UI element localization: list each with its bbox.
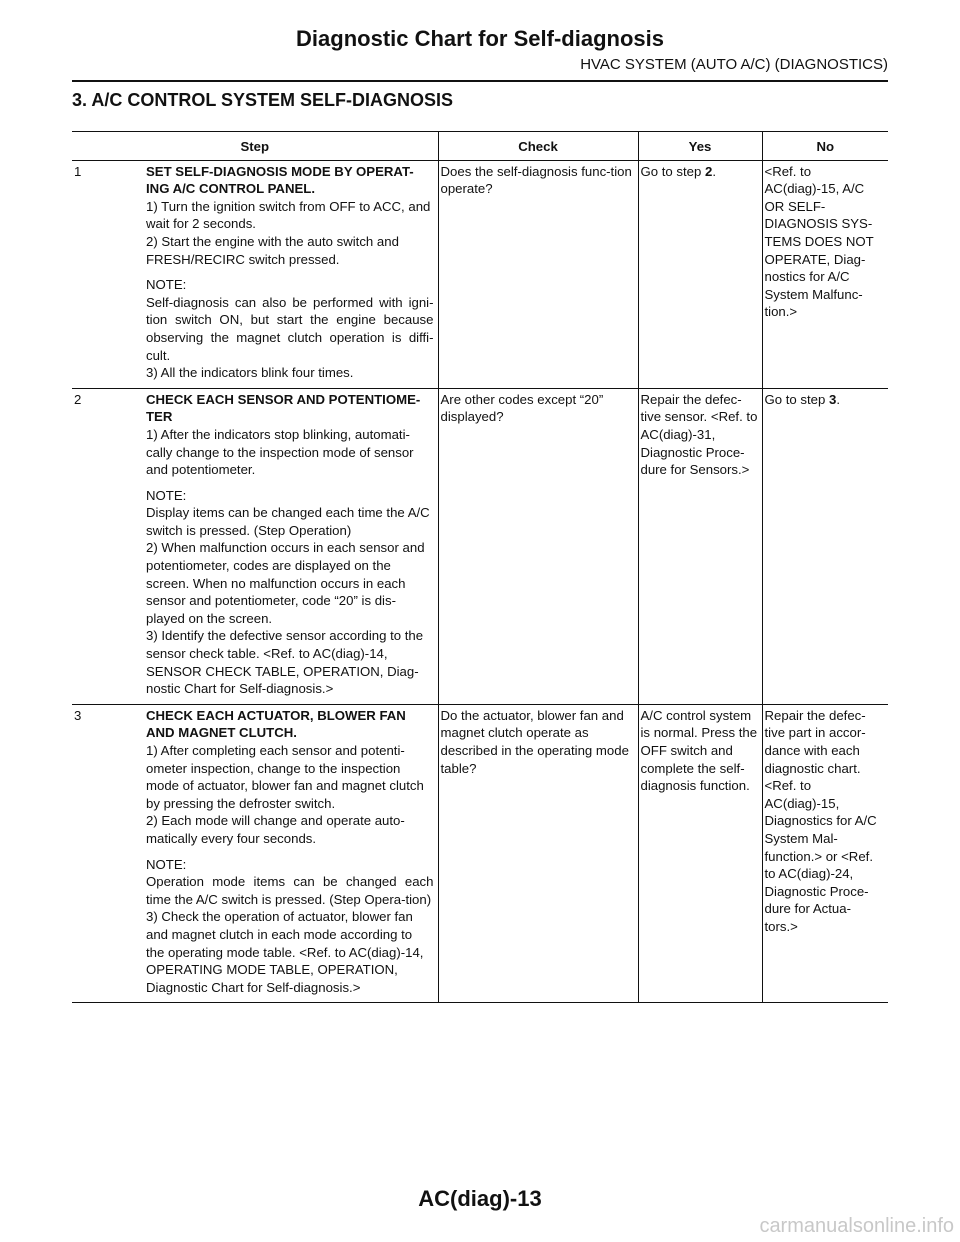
step-instruction: 1) Turn the ignition switch from OFF to ACC, and wait for 2 seconds. [146,198,431,232]
step-title: SET SELF-DIAGNOSIS MODE BY OPERAT-ING A/C CONTROL PANEL. [146,163,414,197]
diagnostic-table [72,131,888,1003]
step-title: CHECK EACH SENSOR AND POTENTIOME-TER [146,391,421,425]
section-heading: 3. A/C CONTROL SYSTEM SELF-DIAGNOSIS [72,90,454,110]
step-number: 3 [74,707,82,723]
note-label: NOTE: [146,277,187,293]
no-text-end: . [836,391,841,407]
step-instruction: 3) All the indicators blink four times. [146,365,354,381]
step-instruction: 3) Check the operation of actuator, blower fan and magnet clutch in each mode according to the operating mode table. <Ref. to AC(diag)-14, OPERATING MODE TABLE, OPERATION, Diagnostic Chart for Self-diagnosis.> [146,909,424,995]
page-title: Diagnostic Chart for Self-diagnosis [296,26,664,51]
no-cell: <Ref. to AC(diag)-15, A/C OR SELF-DIAGNOSIS SYS-TEMS DOES NOT OPERATE, Diag-nostics for A/C System Malfunc-tion.> [762,160,888,388]
no-cell: Repair the defec-tive part in accor-dance with each diagnostic chart. <Ref. to AC(diag)-15, Diagnostics for A/C System Mal-function.> or <Ref. to AC(diag)-24, Diagnostic Proce-dure for Actua-tors.> [762,704,888,1003]
page-number: AC(diag)-13 [418,1186,542,1211]
step-number: 1 [74,163,82,179]
table-row [72,704,888,1003]
table-row [72,388,888,704]
step-title: CHECK EACH ACTUATOR, BLOWER FAN AND MAGNET CLUTCH. [146,707,406,741]
column-header-step: Step [72,132,438,161]
note-text: Display items can be changed each time the A/C switch is pressed. (Step Operation) [146,505,430,538]
note-label: NOTE: [146,856,187,872]
yes-text: Go to step [640,163,706,179]
no-cell [762,388,888,704]
step-instruction: 3) Identify the defective sensor according to the sensor check table. <Ref. to AC(diag)-14, SENSOR CHECK TABLE, OPERATION, Diag-nostic Chart for Self-diagnosis.> [146,628,424,697]
step-instruction: 2) Start the engine with the auto switch and FRESH/RECIRC switch pressed. [146,233,399,267]
yes-cell: A/C control system is normal. Press the OFF switch and complete the self-diagnosis function. [638,704,762,1003]
step-instruction: 1) After the indicators stop blinking, automati-cally change to the inspection mode of sensor and potentiometer. [146,426,414,478]
table-header-row [72,132,888,161]
note-text: Operation mode items can be changed each time the A/C switch is pressed. (Step Opera-tion) [146,874,434,907]
yes-cell: Repair the defec-tive sensor. <Ref. to AC(diag)-31, Diagnostic Proce-dure for Sensors.> [638,388,762,704]
step-instruction: 1) After completing each sensor and potenti-ometer inspection, change to the inspection mode of actuator, blower fan and magnet clutch by pressing the defroster switch. [146,743,424,811]
column-header-check: Check [438,132,638,161]
yes-cell [638,160,762,388]
step-cell [72,704,438,1003]
step-cell [72,160,438,388]
table-row [72,160,888,388]
column-header-yes: Yes [638,132,762,161]
check-cell: Are other codes except “20” displayed? [438,388,638,704]
check-cell: Does the self-diagnosis func-tion operate? [438,160,638,388]
step-link[interactable]: 2 [705,163,713,179]
column-header-no: No [762,132,888,161]
check-cell: Do the actuator, blower fan and magnet clutch operate as described in the operating mode table? [438,704,638,1003]
page-subtitle: HVAC SYSTEM (AUTO A/C) (DIAGNOSTICS) [580,56,888,73]
header-divider [72,80,888,82]
step-instruction: 2) Each mode will change and operate auto-matically every four seconds. [146,813,405,846]
note-label: NOTE: [146,487,187,503]
step-instruction: 2) When malfunction occurs in each sensor and potentiometer, codes are displayed on the screen. When no malfunction occurs in each sensor and potentiometer, code “20” is dis-played on the screen. [146,540,425,626]
step-cell [72,388,438,704]
watermark: carmanualsonline.info [759,1215,954,1237]
yes-text-end: . [712,163,717,179]
no-text: Go to step [764,391,830,407]
step-number: 2 [74,391,82,407]
step-link[interactable]: 3 [829,391,837,407]
note-text: Self-diagnosis can also be performed with igni-tion switch ON, but start the engine because observing the magnet clutch operation is diffi-cult. [146,294,434,363]
